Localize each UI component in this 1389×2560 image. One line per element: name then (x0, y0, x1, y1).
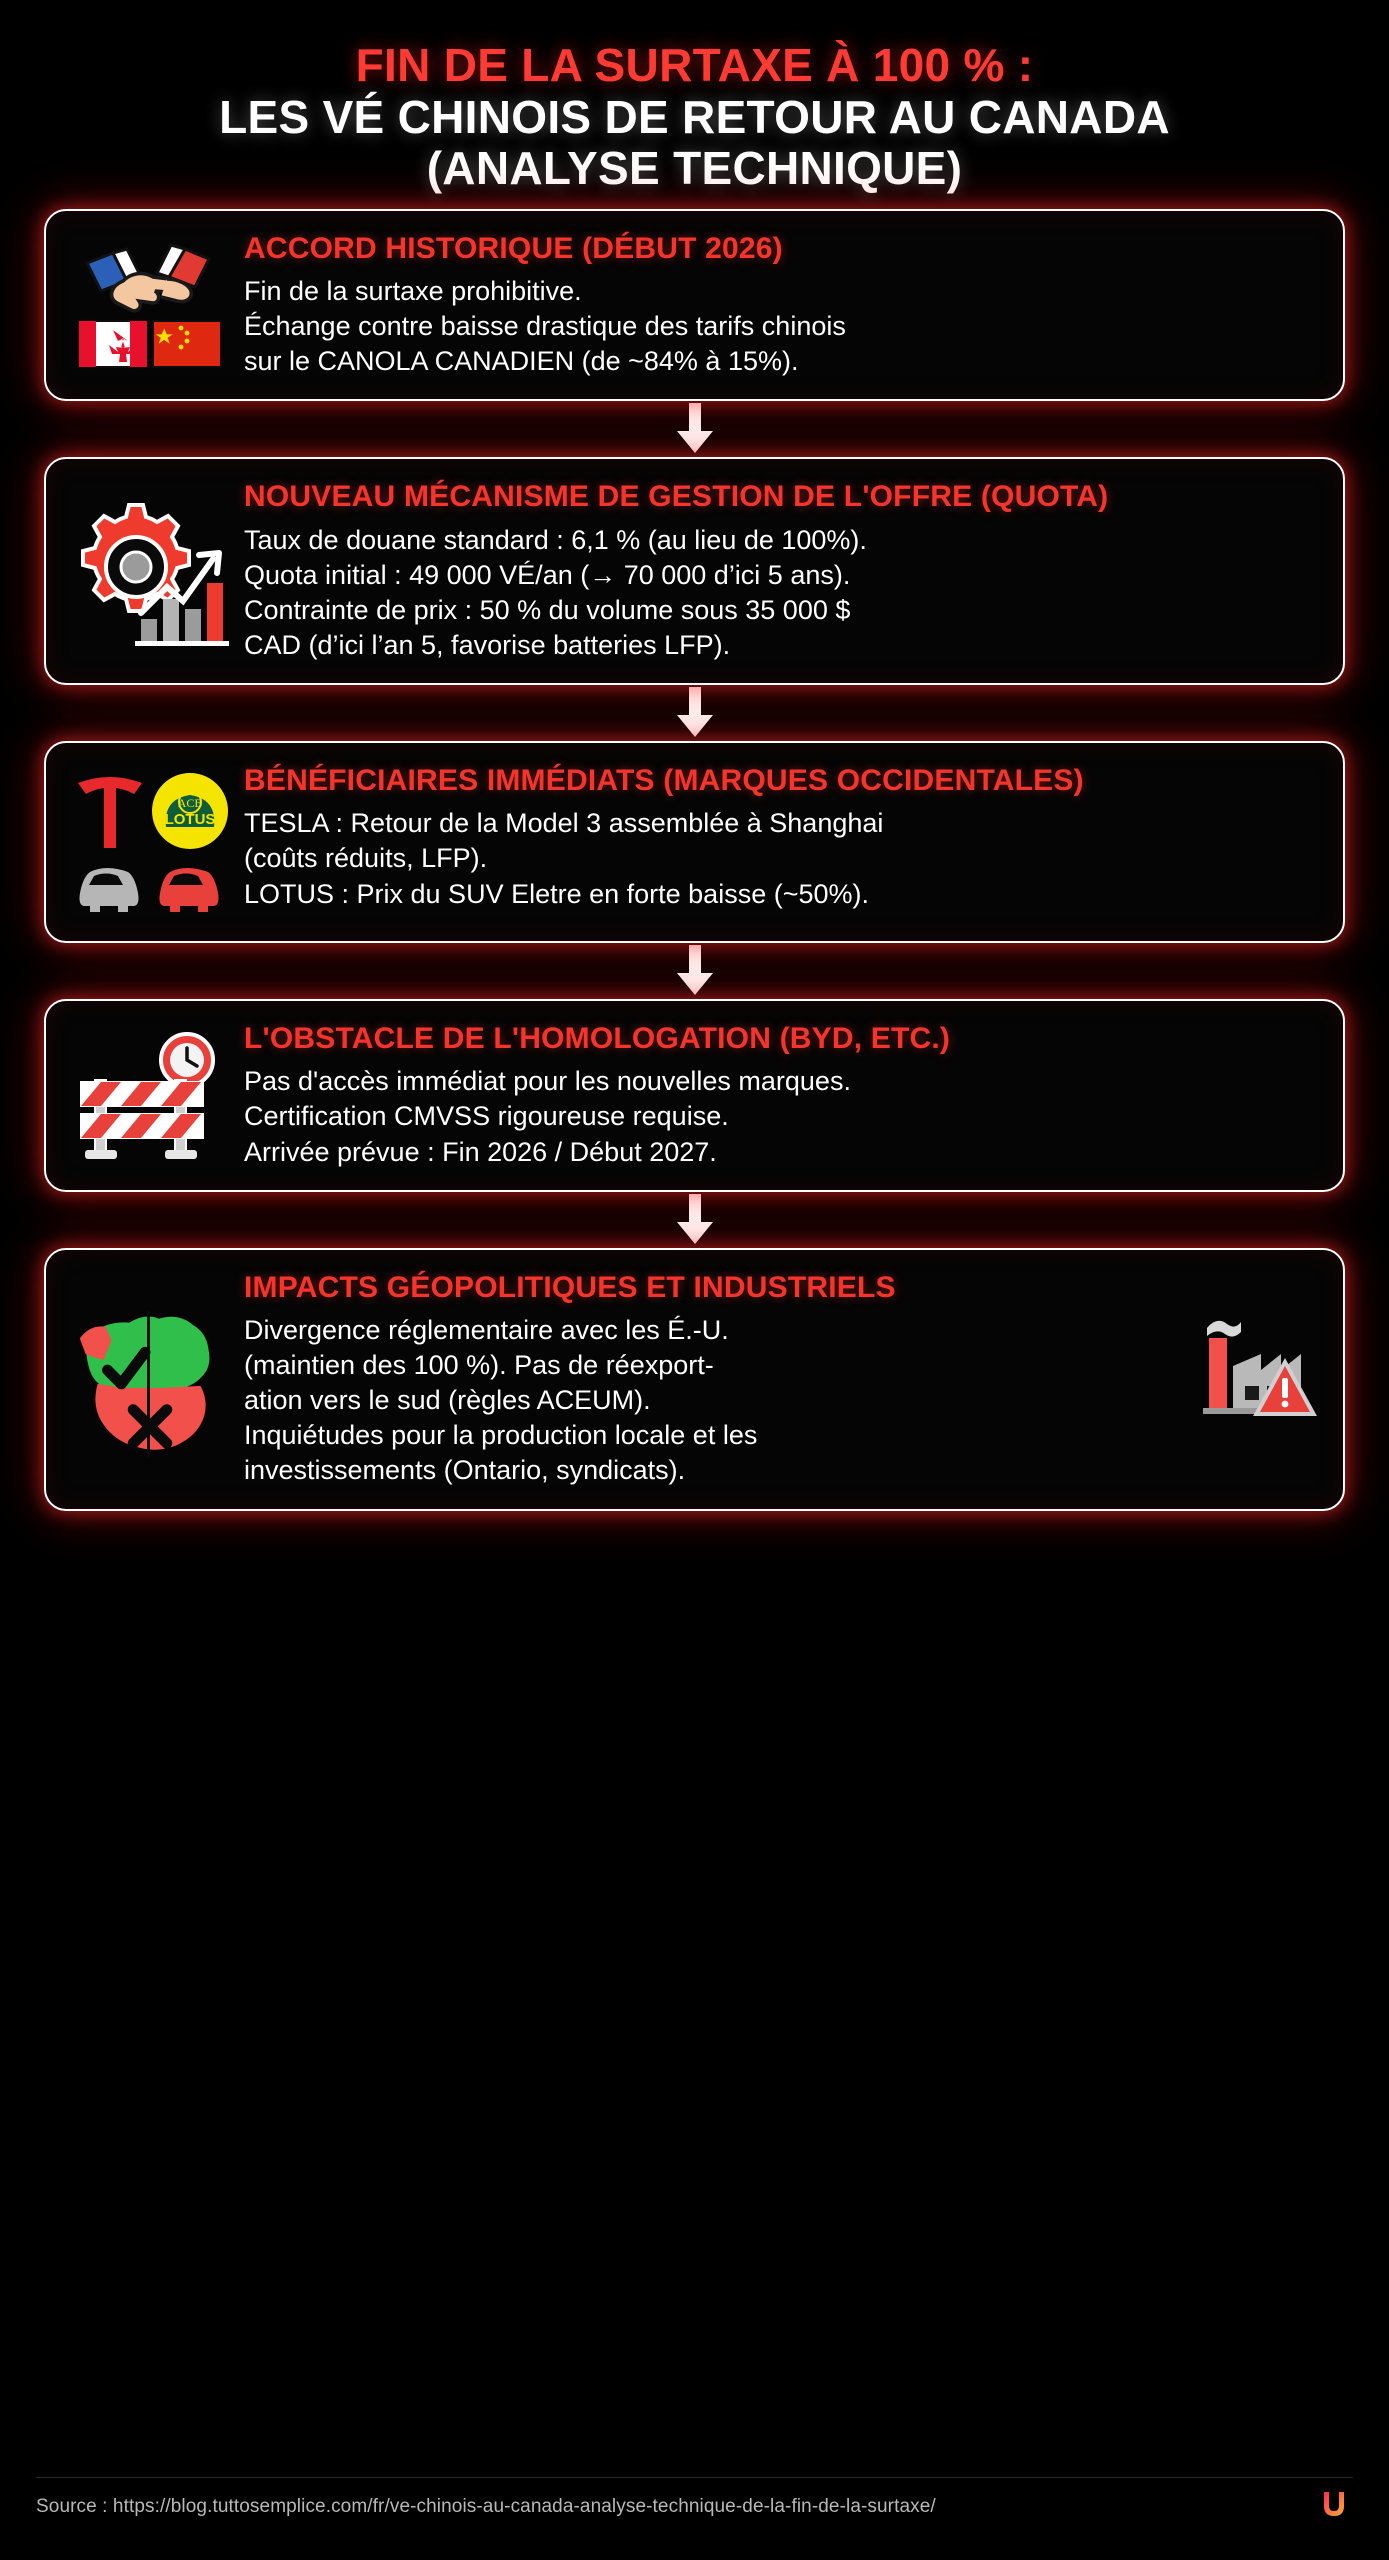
card-line: Échange contre baisse drastique des tarifs chinois (244, 311, 846, 342)
card-line: sur le CANOLA CANADIEN (de ~84% à 15%). (244, 346, 799, 377)
title-line-2: LES VÉ CHINOIS DE RETOUR AU CANADA (219, 90, 1170, 143)
svg-text:ACB: ACB (177, 795, 203, 810)
card-text (244, 1313, 1181, 1488)
source-text: Source : https://blog.tuttosemplice.com/fr/ve-chinois-au-canada-analyse-technique-de-la-fin-de-la-surtaxe/ (36, 2496, 936, 2517)
tesla-lotus-logos-cars-icon (64, 761, 234, 921)
flow-arrow-1 (44, 401, 1345, 457)
card-line: Arrivée prévue : Fin 2026 / Début 2027. (244, 1136, 717, 1167)
brand-logo-icon (1319, 2488, 1349, 2522)
card-text (244, 1064, 1321, 1169)
footer (0, 2477, 1389, 2518)
card-line: Divergence réglementaire avec les É.-U. (244, 1315, 729, 1346)
card-line: (maintien des 100 %). Pas de réexport- (244, 1350, 714, 1381)
handshake-canada-china-flags-icon (64, 229, 234, 379)
svg-text:LOTUS: LOTUS (164, 810, 216, 828)
card-body (244, 1019, 1321, 1170)
card-title: L'OBSTACLE DE L'HOMOLOGATION (BYD, ETC.) (244, 1021, 951, 1055)
card-text (244, 274, 1321, 379)
card-body (244, 477, 1321, 663)
card-title: NOUVEAU MÉCANISME DE GESTION DE L'OFFRE (QUOTA) (244, 480, 1109, 514)
card-line: TESLA : Retour de la Model 3 assemblée à Shanghai (244, 808, 884, 839)
card-flow (0, 209, 1389, 1511)
card-line: Pas d'accès immédiat pour les nouvelles marques. (244, 1066, 851, 1097)
card-title: BÉNÉFICIAIRES IMMÉDIATS (MARQUES OCCIDENTALES) (244, 763, 1084, 797)
card-line: CAD (d’ici l’an 5, favorise batteries LFP). (244, 629, 731, 660)
flow-arrow-2 (44, 685, 1345, 741)
flow-arrow-4 (44, 1192, 1345, 1248)
card-beneficiaires-immediats (44, 741, 1345, 943)
north-america-map-check-cross-icon (64, 1288, 234, 1468)
footer-divider (36, 2477, 1353, 2478)
card-line: Contrainte de prix : 50 % du volume sous 35 000 $ (244, 594, 851, 625)
card-line: Taux de douane standard : 6,1 % (au lieu de 100%). (244, 524, 867, 555)
card-line: Inquiétudes pour la production locale et les (244, 1420, 758, 1451)
card-line: ation vers le sud (règles ACEUM). (244, 1385, 651, 1416)
card-line: investissements (Ontario, syndicats). (244, 1455, 686, 1486)
page-title (0, 0, 1389, 209)
title-line-3: (ANALYSE TECHNIQUE) (426, 142, 963, 195)
card-mecanisme-quota (44, 457, 1345, 685)
title-line-1: FIN DE LA SURTAXE À 100 % : (355, 39, 1034, 91)
card-body (244, 1268, 1181, 1489)
card-line: LOTUS : Prix du SUV Eletre en forte baisse (~50%). (244, 878, 870, 909)
gear-growth-chart-icon (64, 491, 234, 649)
card-impacts-geopolitiques (44, 1248, 1345, 1511)
roadblock-barrier-clock-icon (64, 1024, 234, 1164)
card-obstacle-homologation (44, 999, 1345, 1192)
card-body (244, 761, 1321, 912)
card-text (244, 806, 1321, 911)
flow-arrow-3 (44, 943, 1345, 999)
card-text (244, 523, 1321, 663)
card-line: Certification CMVSS rigoureuse requise. (244, 1101, 729, 1132)
card-accord-historique (44, 209, 1345, 402)
factory-warning-icon (1191, 1308, 1321, 1428)
card-body (244, 229, 1321, 380)
card-line: (coûts réduits, LFP). (244, 843, 488, 874)
card-title: ACCORD HISTORIQUE (DÉBUT 2026) (244, 231, 783, 265)
card-line: Quota initial : 49 000 VÉ/an (→ 70 000 d’ici 5 ans). (244, 559, 851, 590)
card-title: IMPACTS GÉOPOLITIQUES ET INDUSTRIELS (244, 1270, 896, 1304)
card-line: Fin de la surtaxe prohibitive. (244, 275, 582, 306)
